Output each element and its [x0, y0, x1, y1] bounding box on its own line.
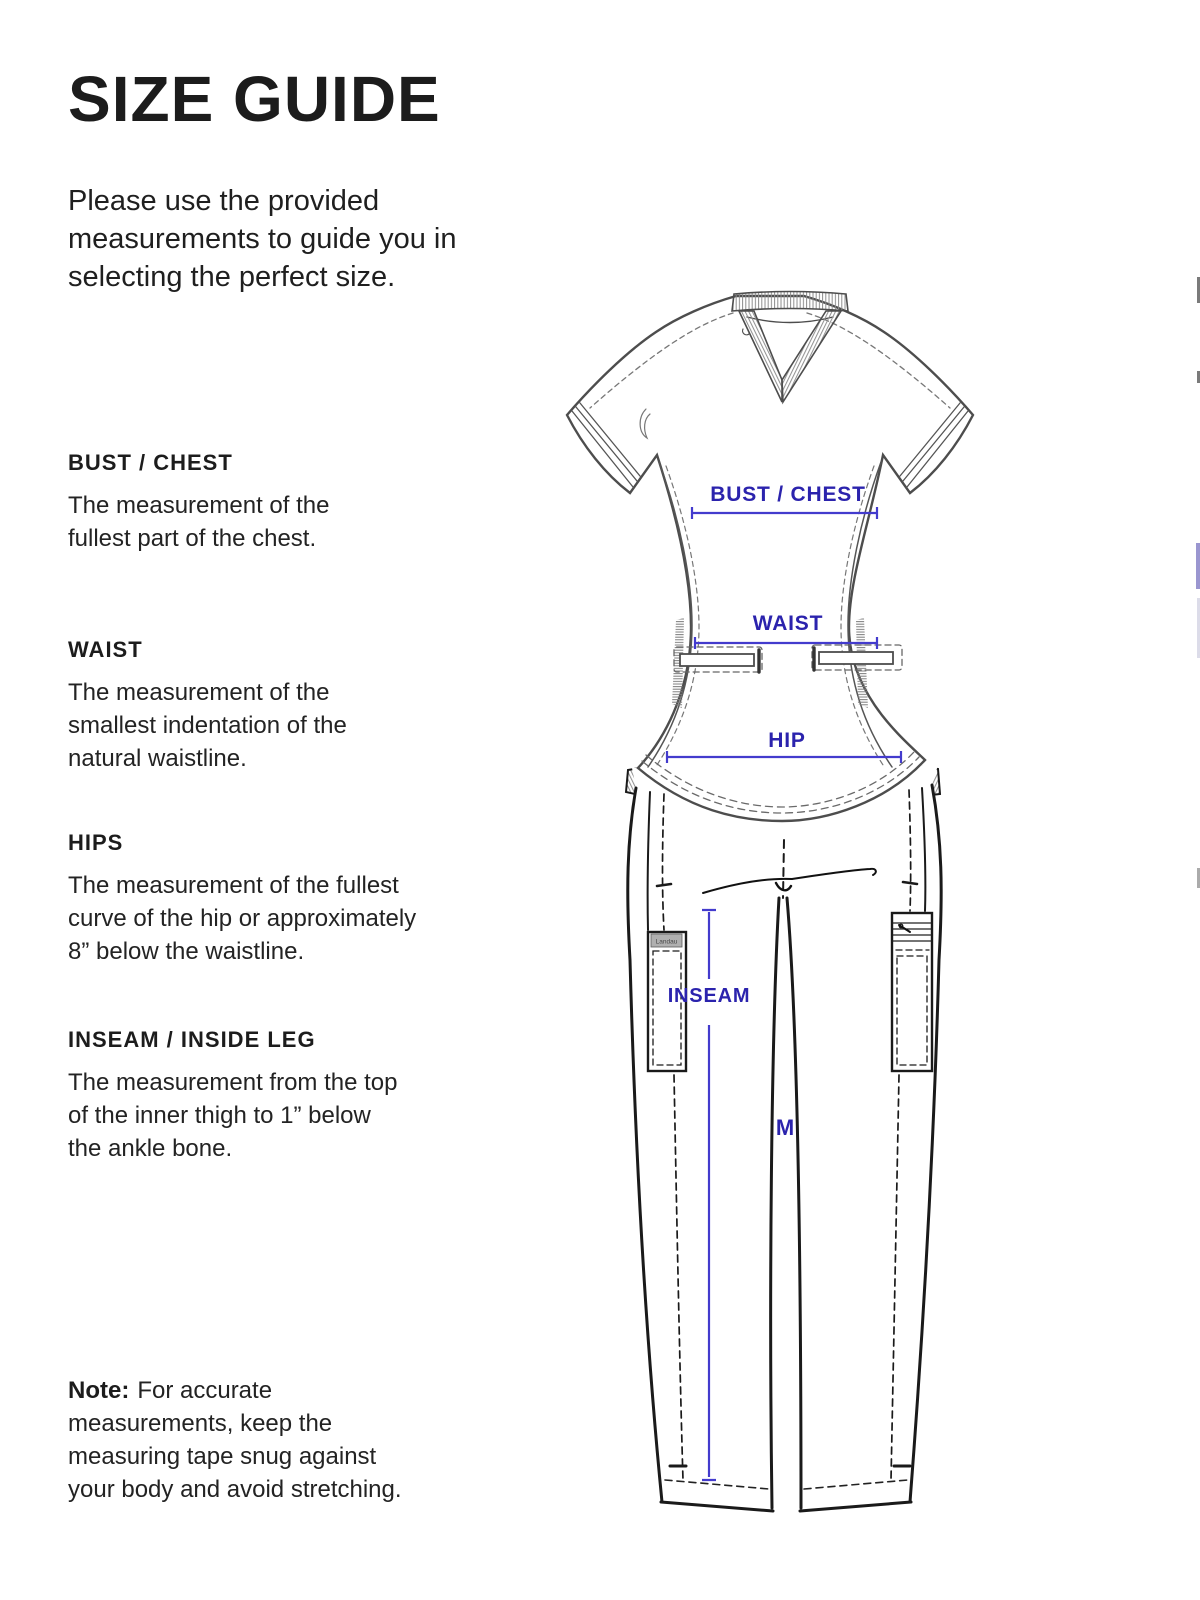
hip-label: HIP [768, 729, 806, 752]
size-label: M [775, 1115, 795, 1140]
section-inseam [68, 1027, 397, 1165]
section-body: The measurement of the smallest indentation of the natural waistline. [68, 679, 347, 772]
page-title: SIZE GUIDE [68, 63, 441, 135]
intro-line: Please use the provided [68, 185, 380, 217]
intro-line: measurements to guide you in [68, 223, 457, 255]
svg-text:Landau: Landau [655, 938, 678, 946]
section-title: HIPS [68, 830, 124, 855]
brand-tag [651, 934, 682, 947]
section-title: INSEAM / INSIDE LEG [68, 1027, 316, 1052]
section-body: The measurement of the fullest part of the chest. [68, 492, 330, 552]
intro-text [68, 182, 457, 296]
section-bust-chest [68, 450, 329, 555]
section-title: BUST / CHEST [68, 450, 233, 475]
page-edge-artifact [1196, 543, 1200, 589]
section-title: WAIST [68, 637, 143, 662]
cargo-pocket-right [892, 913, 932, 1071]
inseam-label: INSEAM [667, 985, 751, 1007]
intro-line: selecting the perfect size. [68, 261, 396, 293]
bust-label: BUST / CHEST [710, 483, 866, 506]
measurement-note: Note: For accurate measurements, keep the measuring tape snug against your body and avoid stretching. [68, 1377, 402, 1503]
waist-label: WAIST [752, 612, 824, 635]
scrubs-diagram [540, 280, 1000, 1530]
section-hips [68, 830, 416, 968]
note-label: Note: [68, 1377, 130, 1404]
bust-measurement [692, 483, 877, 519]
section-body: The measurement from the top of the inner thigh to 1” below the ankle bone. [68, 1069, 398, 1162]
section-body: The measurement of the fullest curve of the hip or approximately 8” below the waistline. [68, 872, 417, 965]
section-waist [68, 637, 347, 775]
